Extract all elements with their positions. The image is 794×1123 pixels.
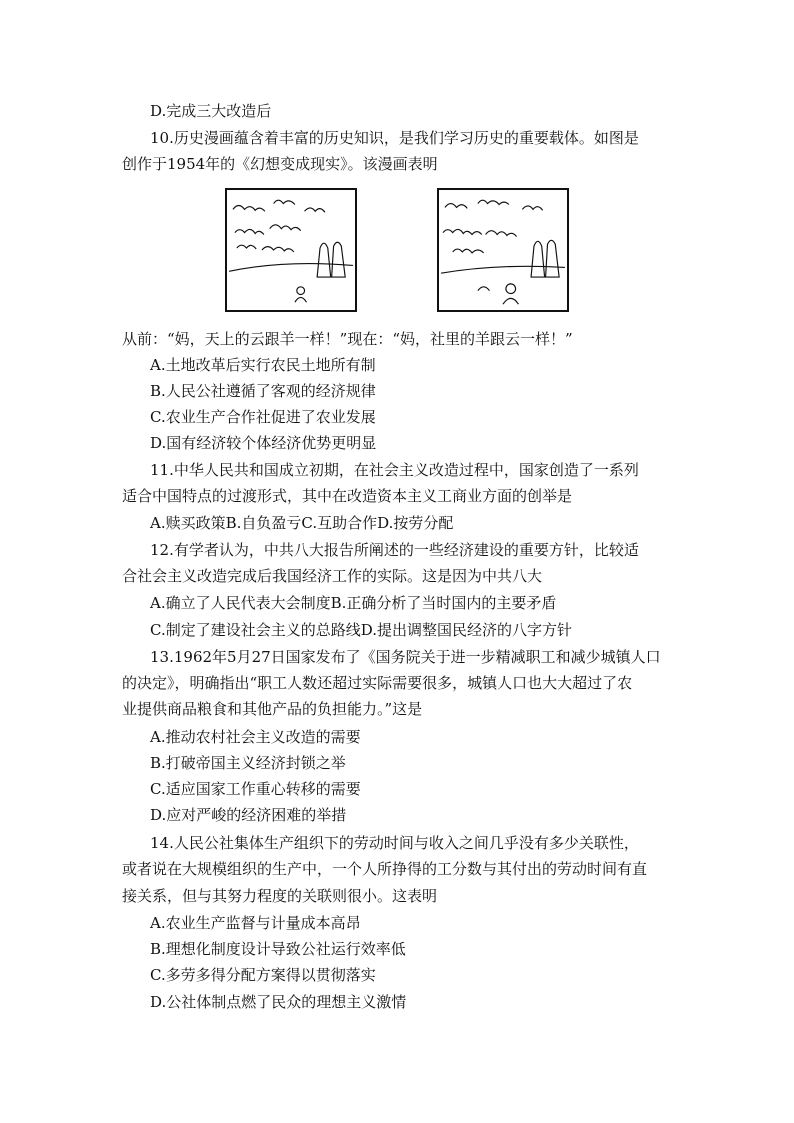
q12-options-ab: A.确立了人民代表大会制度B.正确分析了当时国内的主要矛盾 [150, 594, 557, 612]
q10-stem-line-2: 创作于1954年的《幻想变成现实》。该漫画表明 [122, 155, 438, 173]
q13-stem-line-3: 业提供商品粮食和其他产品的负担能力。”这是 [122, 700, 423, 718]
q10-option-d: D.国有经济较个体经济优势更明显 [150, 434, 377, 452]
q14-option-c: C.多劳多得分配方案得以贯彻落实 [150, 966, 376, 984]
comic-panel-now [437, 188, 569, 312]
q10-stem-line-1: 10.历史漫画蕴含着丰富的历史知识，是我们学习历史的重要载体。如图是 [150, 129, 639, 147]
q13-option-c: C.适应国家工作重心转移的需要 [150, 780, 361, 798]
comic-illustration [225, 188, 570, 314]
q14-stem-line-1: 14.人民公社集体生产组织下的劳动时间与收入之间几乎没有多少关联性， [150, 834, 639, 852]
q13-stem-line-2: 的决定》，明确指出“职工人数还超过实际需要很多，城镇人口也大大超过了农 [122, 674, 633, 692]
q14-option-b: B.理想化制度设计导致公社运行效率低 [150, 940, 406, 958]
comic-panel-before [225, 188, 357, 312]
q12-options-cd: C.制定了建设社会主义的总路线D.提出调整国民经济的八字方针 [150, 621, 572, 639]
q14-stem-line-3: 接关系，但与其努力程度的关联则很小。这表明 [122, 887, 438, 905]
q13-option-a: A.推动农村社会主义改造的需要 [150, 728, 361, 746]
q10-option-a: A.土地改革后实行农民土地所有制 [150, 356, 376, 374]
q11-stem-line-2: 适合中国特点的过渡形式，其中在改造资本主义工商业方面的创举是 [122, 487, 573, 505]
q10-option-c: C.农业生产合作社促进了农业发展 [150, 408, 376, 426]
comic-before-drawing [227, 190, 355, 310]
comic-now-drawing [439, 190, 567, 310]
q9-option-d: D.完成三大改造后 [150, 102, 272, 120]
q11-stem-line-1: 11.中华人民共和国成立初期，在社会主义改造过程中，国家创造了一系列 [150, 461, 639, 479]
q14-option-d: D.公社体制点燃了民众的理想主义激情 [150, 993, 407, 1011]
q10-comic-caption: 从前：“妈，天上的云跟羊一样！”现在：“妈，社里的羊跟云一样！” [122, 330, 573, 348]
q13-option-d: D.应对严峻的经济困难的举措 [150, 806, 347, 824]
q13-stem-line-1: 13.1962年5月27日国家发布了《国务院关于进一步精减职工和减少城镇人口 [150, 648, 661, 666]
q14-option-a: A.农业生产监督与计量成本高昂 [150, 914, 361, 932]
q10-option-b: B.人民公社遵循了客观的经济规律 [150, 382, 376, 400]
q13-option-b: B.打破帝国主义经济封锁之举 [150, 754, 346, 772]
q14-stem-line-2: 或者说在大规模组织的生产中，一个人所挣得的工分数与其付出的劳动时间有直 [122, 860, 648, 878]
q12-stem-line-2: 合社会主义改造完成后我国经济工作的实际。这是因为中共八大 [122, 567, 543, 585]
q11-options: A.赎买政策B.自负盈亏C.互助合作D.按劳分配 [150, 514, 454, 532]
q12-stem-line-1: 12.有学者认为，中共八大报告所阐述的一些经济建设的重要方针，比较适 [150, 541, 639, 559]
